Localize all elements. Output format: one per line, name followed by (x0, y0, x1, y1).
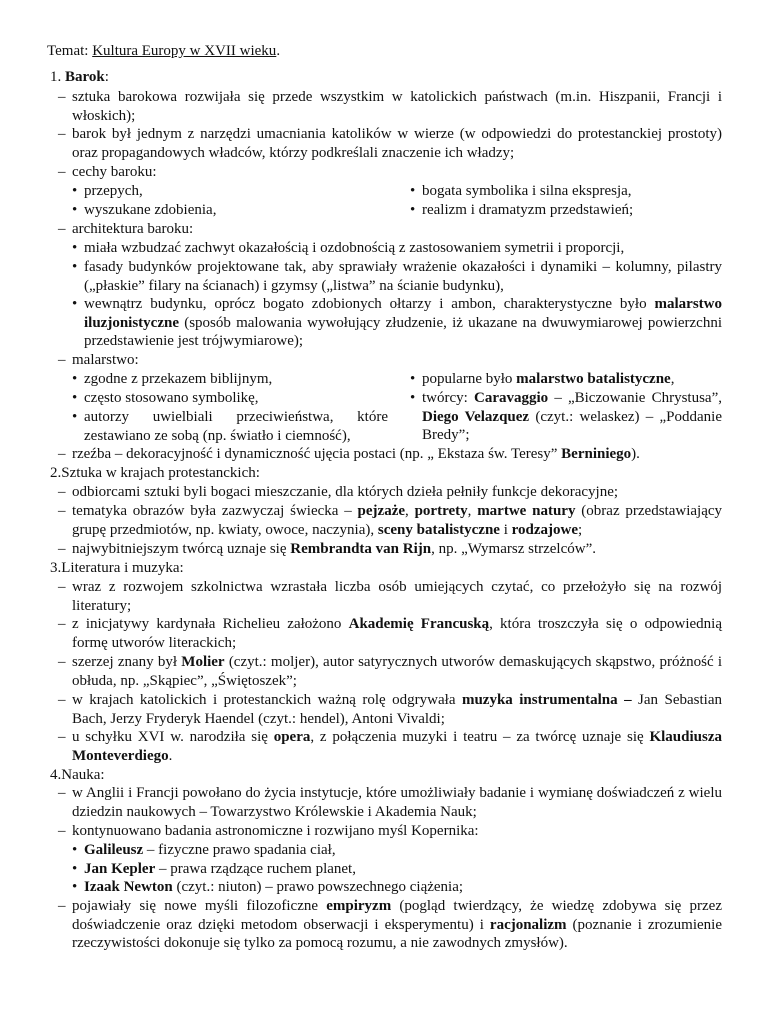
bullet-item: • fasady budynków projektowane tak, aby sprawiały wrażenie okazałości i dynamiki – kolumny, pilastry („płaskie” filary na ścianach) i gzymsy („listwa” na ścianie budynku), (68, 258, 722, 295)
bullet-item: • często stosowano symbolikę, (68, 389, 388, 408)
text-run: tematyka obrazów była zazwyczaj świecka – (72, 503, 358, 519)
text-run: twórcy: (422, 390, 474, 406)
text-run: (obraz przedstawiający grupę przedmiotów, np. kwiaty, owoce, naczynia), (72, 503, 723, 538)
bold-term: Diego Velazquez (422, 408, 530, 425)
bullet-item: • autorzy uwielbiali przeciwieństwa, które zestawiano ze sobą (np. światło i ciemność), (68, 408, 388, 445)
text-run: i (499, 521, 512, 538)
topic-title: Kultura Europy w XVII wieku (92, 43, 277, 59)
text-run: . (168, 747, 173, 764)
list-item: – kontynuowano badania astronomiczne i rozwijano myśl Kopernika: (58, 822, 722, 841)
text-run: – „Biczowanie Chrystusa”, (548, 390, 722, 406)
bold-term: Klaudiusza Monteverdiego (72, 729, 722, 764)
text-run: ; (578, 521, 583, 538)
text-run: rzeźba – dekoracyjność i dynamiczność ujęcia postaci (np. „ Ekstaza św. Teresy” (72, 446, 562, 462)
text-run: – prawa rządzące ruchem planet, (155, 861, 356, 877)
bold-term: Molier (181, 654, 225, 670)
bullet-item: • wyszukane zdobienia, (68, 201, 216, 220)
list-item (58, 653, 722, 690)
bold-term: Izaak Newton (84, 879, 173, 895)
bullet-item (68, 878, 722, 897)
bullet-item (406, 389, 722, 445)
section-title: Nauka: (61, 767, 105, 783)
section-number: 1. (50, 69, 62, 85)
bullet-item (406, 370, 722, 389)
list-item (58, 728, 722, 765)
bullet-item: • bogata symbolika i silna ekspresja, (406, 182, 722, 201)
bold-term: Rembrandta van Rijn (290, 541, 432, 557)
list-item (58, 445, 722, 464)
section-title: Barok (65, 69, 105, 85)
bullet-item: • realizm i dramatyzm przedstawień; (406, 201, 722, 220)
text-run: , (405, 503, 415, 519)
list-item (58, 540, 722, 559)
text-run: Jan Sebastian Bach, Jerzy Fryderyk Haendel (czyt.: hendel), Antoni Vivaldi; (72, 692, 723, 727)
list-item: – architektura baroku: (58, 220, 722, 239)
bullet-item: • zgodne z przekazem biblijnym, (68, 370, 388, 389)
text-run: (sposób malowania wywołujący złudzenie, iż ukazane na dwuwymiarowej powierzchni przedstawienie jest trójwymiarowe); (84, 314, 722, 350)
text-run: (czyt.: niuton) – prawo powszechnego ciążenia; (172, 879, 464, 895)
topic-label: Temat: (47, 43, 93, 59)
text-run: – fizyczne prawo spadania ciał, (143, 842, 336, 858)
text-run: popularne było (422, 371, 517, 387)
topic-line (47, 42, 280, 61)
bold-term: martwe natury (477, 503, 576, 519)
bold-term: opera (273, 729, 311, 745)
list-item (58, 615, 722, 652)
text-run: szerzej znany był (72, 654, 182, 670)
list-item: – odbiorcami sztuki byli bogaci mieszczanie, dla których dzieła pełniły funkcje dekoracyjne; (58, 483, 722, 502)
list-item (58, 691, 722, 728)
text-run: w krajach katolickich i protestanckich ważną rolę odgrywała (72, 692, 462, 708)
section-4-heading (50, 766, 105, 785)
text-run: , która troszczyła się o odpowiednią formę utworów literackich; (72, 616, 723, 651)
text-run: ). (631, 446, 640, 462)
text-run: z inicjatywy kardynała Richelieu założono (72, 616, 349, 632)
bold-term: pejzaże (357, 503, 406, 519)
text-run: , (467, 503, 478, 519)
list-item (58, 502, 722, 539)
bold-term: malarstwo batalistyczne (516, 371, 671, 387)
list-item: – w Anglii i Francji powołano do życia instytucje, które umożliwiały badanie i wymianę doświadczeń z wielu dziedzin naukowych – Towarzystwo Królewskie i Akademia Nauk; (58, 784, 722, 821)
bold-term: Jan Kepler (84, 861, 156, 877)
bold-term: sceny batalistyczne (377, 521, 500, 538)
list-item: – sztuka barokowa rozwijała się przede wszystkim w katolickich państwach (m.in. Hiszpanii, Francji i włoskich); (58, 88, 722, 125)
bold-term: empiryzm (326, 898, 392, 914)
list-item: – cechy baroku: (58, 163, 722, 182)
bold-term: Akademię Francuską (348, 616, 490, 632)
section-number: 2. (50, 465, 62, 481)
text-run: (czyt.: moljer), autor satyrycznych utworów demaskujących skąpstwo, próżność i obłuda, np. „Skąpiec”, „Świętoszek”; (72, 654, 722, 689)
text-run: pojawiały się nowe myśli filozoficzne (72, 898, 327, 914)
text-run: (pogląd twierdzący, że wiedzę zdobywa się przez doświadczenie oraz dzięki metodom obserwacji i eksperymentu) i (72, 898, 722, 933)
bold-term: Galileusz (84, 842, 144, 858)
bold-term: racjonalizm (489, 916, 567, 933)
bullet-item: • przepych, (68, 182, 143, 201)
bullet-item (68, 841, 722, 860)
section-title: Literatura i muzyka: (61, 560, 184, 576)
text-run: , z połączenia muzyki i teatru – za twórcę uznaje się (310, 729, 650, 745)
bold-term: Berniniego (561, 446, 632, 462)
text-run: (poznanie i zrozumienie rzeczywistości dokonuje się tylko za pomocą rozumu, a nie zawodnych zmysłów). (72, 916, 722, 952)
section-title: Sztuka w krajach protestanckich: (61, 465, 260, 481)
bold-term: Caravaggio (473, 390, 549, 406)
topic-end: . (276, 43, 281, 59)
section-colon: : (104, 69, 109, 85)
section-number: 3. (50, 560, 62, 576)
section-2-heading (50, 464, 260, 483)
bullet-item: • miała wzbudzać zachwyt okazałością i ozdobnością z zastosowaniem symetrii i proporcji, (68, 239, 722, 258)
text-run: , np. „Wymarsz strzelców”. (431, 541, 596, 557)
text-run: najwybitniejszym twórcą uznaje się (72, 541, 291, 557)
list-item: – barok był jednym z narzędzi umacniania katolików w wierze (w odpowiedzi do protestanckiej prostoty) oraz propagandowych władców, którzy podkreślali znaczenie ich władzy; (58, 125, 722, 162)
list-item (58, 897, 722, 953)
bullet-item (68, 860, 722, 879)
text-run: (czyt.: welaskez) – „Poddanie Bredy”; (422, 408, 722, 444)
bold-term: rodzajowe (511, 521, 578, 538)
list-item: – wraz z rozwojem szkolnictwa wzrastała liczba osób umiejących czytać, co przełożyło się na rozwój literatury; (58, 578, 722, 615)
section-3-heading (50, 559, 184, 578)
section-number: 4. (50, 767, 62, 783)
list-item: – malarstwo: (58, 351, 722, 370)
section-1-heading (50, 68, 109, 87)
text-run: u schyłku XVI w. narodziła się (72, 729, 274, 745)
bold-term: portrety (414, 503, 468, 519)
text-run: wewnątrz budynku, oprócz bogato zdobionych ołtarzy i ambon, charakterystyczne było (84, 296, 655, 312)
bold-term: muzyka instrumentalna – (461, 692, 632, 708)
text-run: , (670, 371, 675, 387)
bullet-item (68, 295, 722, 351)
bold-term: malarstwo iluzjonistyczne (84, 296, 722, 331)
